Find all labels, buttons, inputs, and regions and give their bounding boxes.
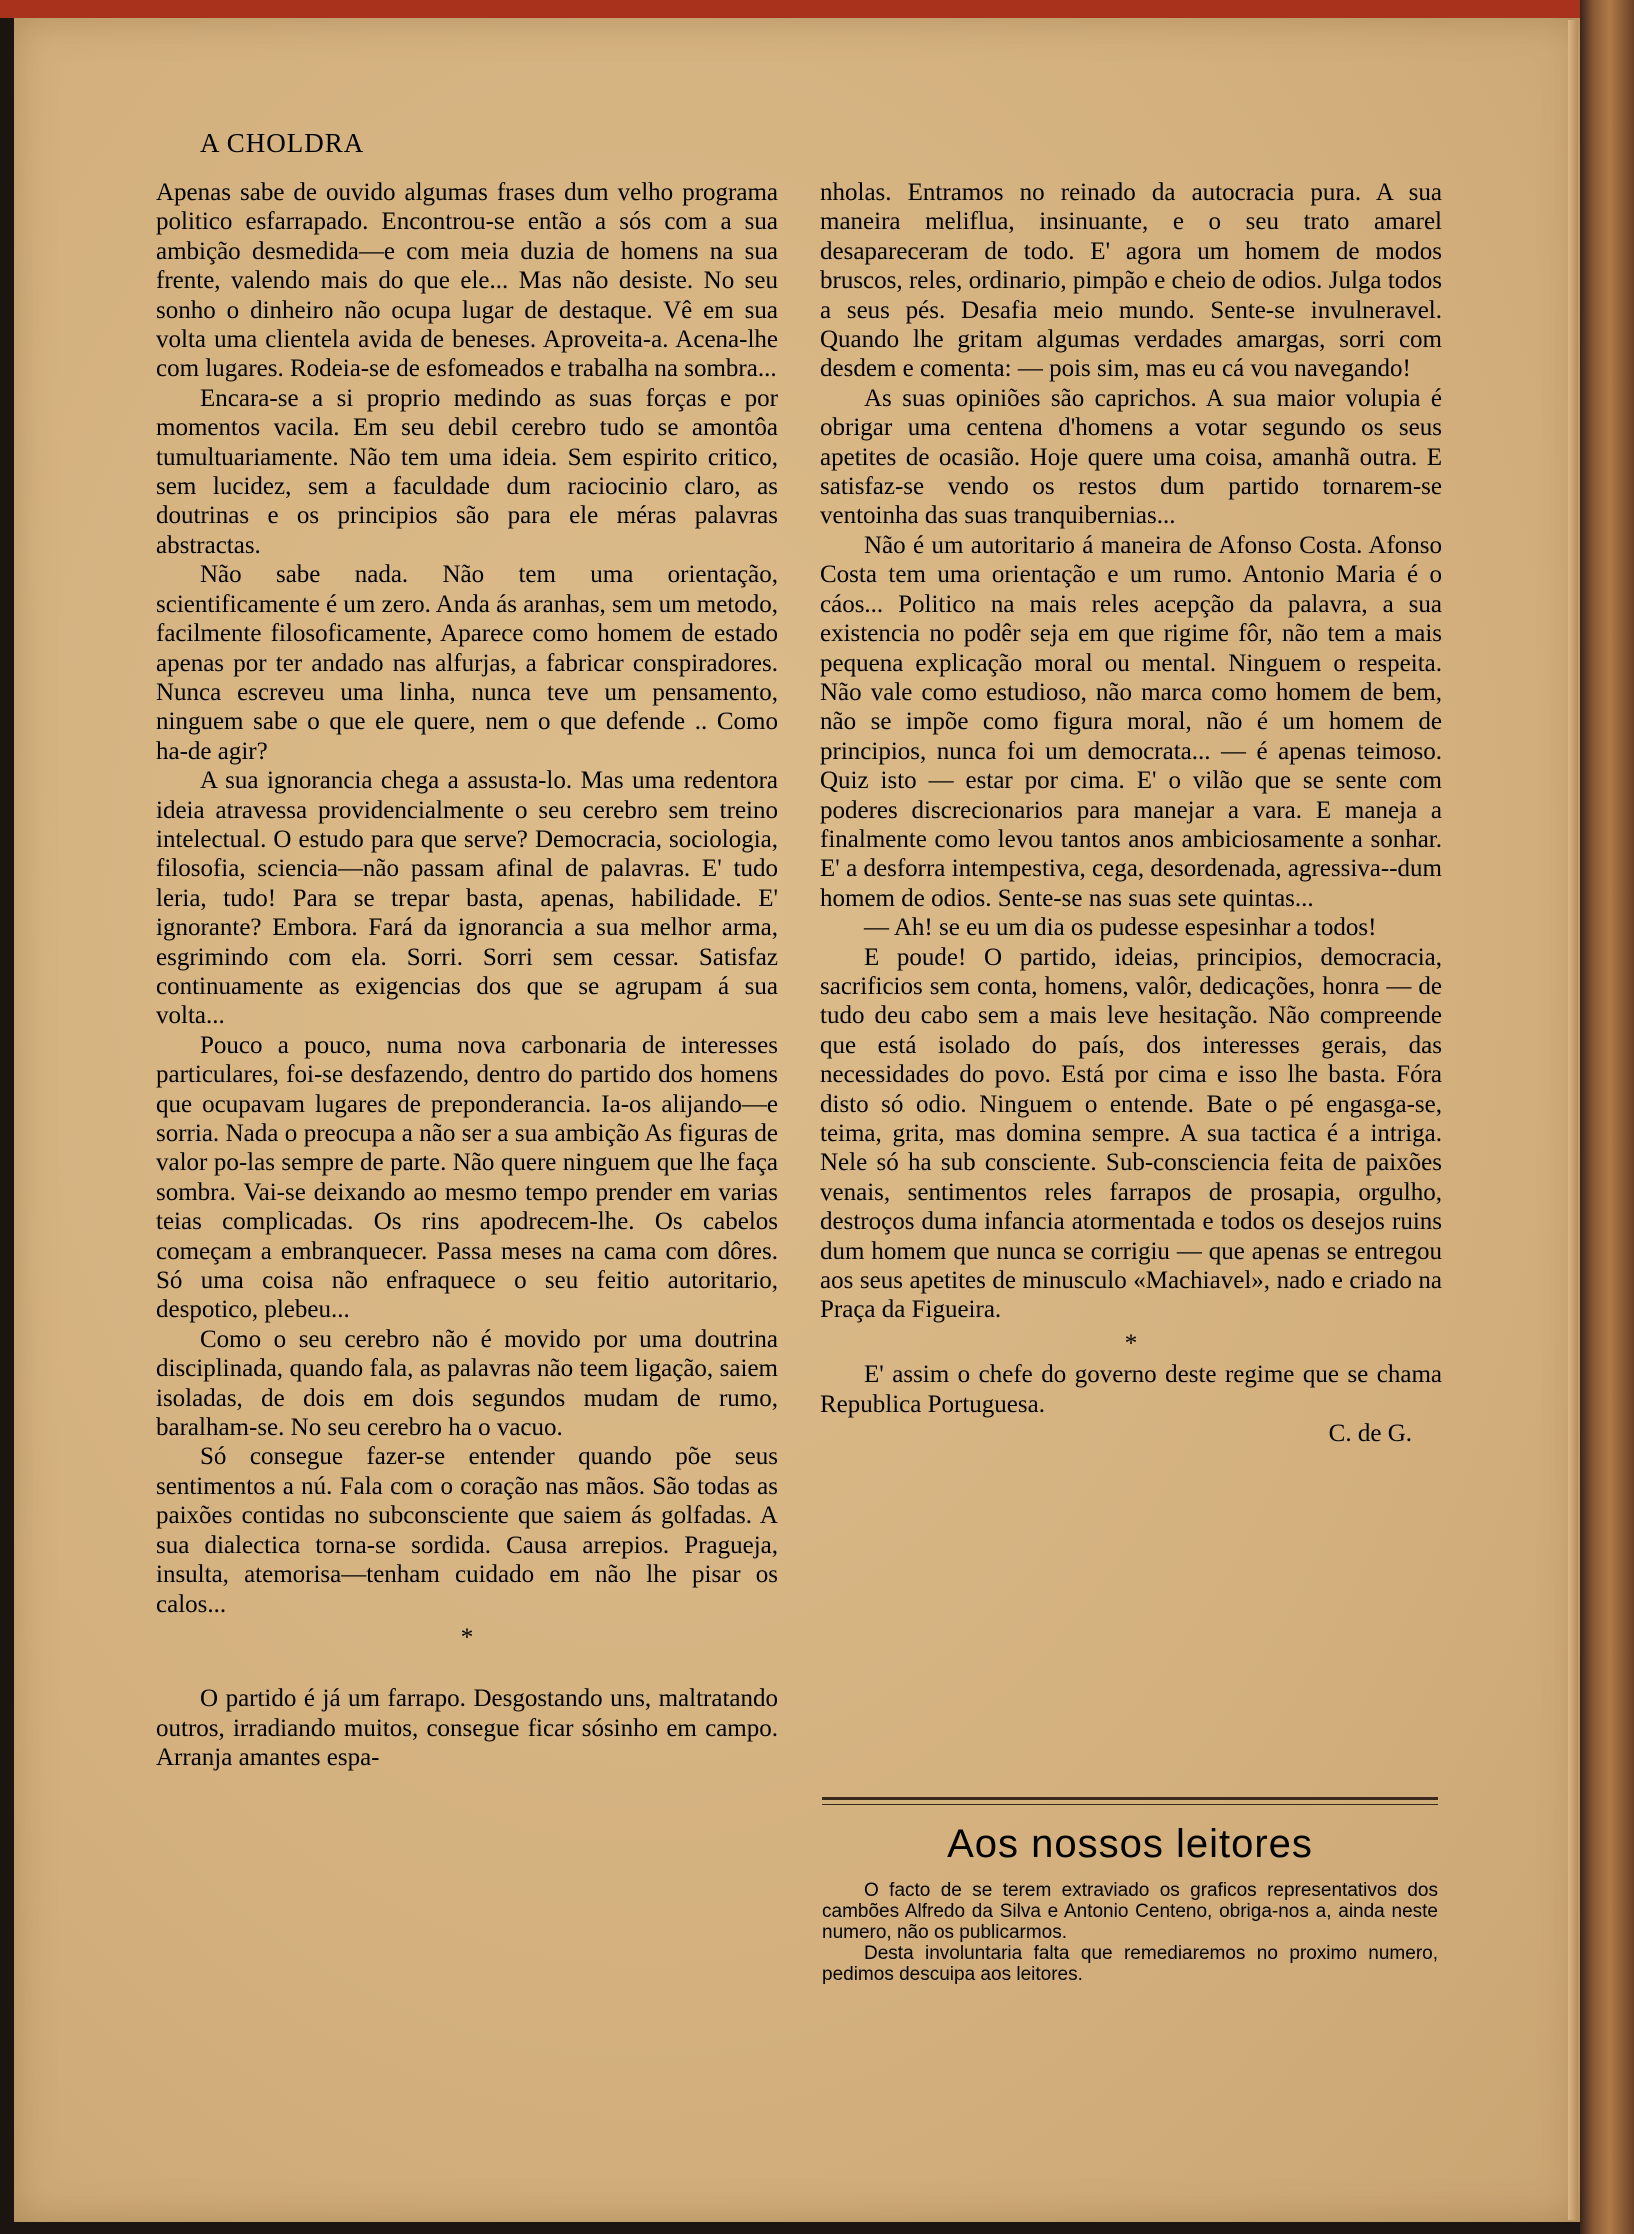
notice-title: Aos nossos leitores: [947, 1822, 1313, 1866]
book-spine: [1580, 0, 1634, 2234]
paragraph: Não é um autoritario á maneira de Afonso Costa. Afonso Costa tem uma orientação e um rumo. Antonio Maria é o cáos... Politico na mais reles acepção da palavra, a sua existencia no podêr seja em que rigime fôr, não tem a mais pequena explicação moral ou mental. Ninguem o respeita. Não vale como estudioso, não marca como homem de bem, não se impõe como figura moral, não é um homem de principios, nunca foi um democrata... — é apenas teimoso. Quiz isto — estar por cima. E' o vilão que se sente com poderes discrecionarios para manejar a vara. E maneja a finalmente como levou tantos anos ambiciosamente a sonhar. E' a desforra intempestiva, cega, desordenada, agressiva--dum homem de odios. Sente-se nas suas sete quintas...: [820, 531, 1442, 912]
right-column: [820, 178, 1442, 1448]
notice-paragraph: Desta involuntaria falta que remediaremos no proximo numero, pedimos descuipa aos leitores.: [822, 1943, 1438, 1985]
divider-rule: [822, 1797, 1438, 1800]
page-edge-top: [0, 0, 1580, 18]
paragraph: A sua ignorancia chega a assusta-lo. Mas uma redentora ideia atravessa providencialmente o seu cerebro sem treino intelectual. O estudo para que serve? Democracia, sociologia, filosofia, sciencia—não passam afinal de palavras. E' tudo leria, tudo! Para se trepar basta, apenas, habilidade. E' ignorante? Embora. Fará da ignorancia a sua melhor arma, esgrimindo com ela. Sorri. Sorri sem cessar. Satisfaz continuamente as exigencias dos que se agrupam á sua volta...: [156, 767, 778, 1030]
page-right-edge: [1568, 20, 1578, 2220]
paragraph: O partido é já um farrapo. Desgostando uns, maltratando outros, irradiando muitos, consegue ficar sósinho em campo. Arranja amantes espa-: [156, 1685, 778, 1772]
paragraph: Não sabe nada. Não tem uma orientação, scientificamente é um zero. Anda ás aranhas, sem um metodo, facilmente filosoficamente, Aparece como homem de estado apenas por ter andado nas alfurjas, a fabricar conspiradores. Nunca escreveu uma linha, nunca teve um pensamento, ninguem sabe o que ele quere, nem o que defende .. Como ha-de agir?: [156, 561, 779, 765]
signature: C. de G.: [1328, 1420, 1412, 1448]
page-header: A CHOLDRA: [200, 128, 365, 158]
paragraph: E poude! O partido, ideias, principios, democracia, sacrificios sem conta, homens, valôr, dedicações, honra — de tudo deu cabo sem a mais leve hesitação. Não compreende que está isolado do país, dos interesses gerais, das necessidades do povo. Está por cima e isso lhe basta. Fóra disto só odio. Ninguem o entende. Bate o pé engasga-se, teima, grita, mas domina sempre. A sua tactica é a intriga. Nele só ha sub consciente. Sub-consciencia feita de paixões venais, sentimentos reles farrapos de prosapia, orgulho, destroços duma infancia atormentada e todos os desejos ruins dum homem que nunca se corrigiu — que apenas se entregou aos seus apetites de minusculo «Machiavel», nado e criado na Praça da Figueira.: [820, 943, 1442, 1324]
paragraph: As suas opiniões são caprichos. A sua maior volupia é obrigar uma centena d'homens a votar segundo os seus apetites de ocasião. Hoje quere uma coisa, amanhã outra. E satisfaz-se vendo os restos dum partido tornarem-se ventoinha das suas tranquibernias...: [820, 384, 1442, 530]
paragraph: — Ah! se eu um dia os pudesse espesinhar a todos!: [864, 914, 1377, 942]
section-separator: *: [1124, 1329, 1138, 1357]
paragraph: Encara-se a si proprio medindo as suas forças e por momentos vacila. Em seu debil cerebro tudo se amontôa tumultuariamente. Não tem uma ideia. Sem espirito critico, sem lucidez, sem a faculdade dum raciocinio claro, as doutrinas e os principios são para ele méras palavras abstractas.: [156, 384, 778, 559]
paragraph: Pouco a pouco, numa nova carbonaria de interesses particulares, foi-se desfazendo, dentro do partido dos homens que ocupavam lugares de preponderancia. Ia-os alijando—e sorria. Nada o preocupa a não ser a sua ambição As figuras de valor po-las sempre de parte. Não quere ninguem que lhe faça sombra. Vai-se deixando ao mesmo tempo prender em varias teias complicadas. Os rins apodrecem-lhe. Os cabelos começam a embranquecer. Passa meses na cama com dôres. Só uma coisa não enfraquece o seu feitio autoritario, despotico, plebeu...: [156, 1031, 778, 1324]
paragraph: nholas. Entramos no reinado da autocracia pura. A sua maneira meliflua, insinuante, e o seu trato amarel desapareceram de todo. E' agora um homem de modos bruscos, reles, ordinario, pimpão e cheio de odios. Julga todos a seus pés. Desafia meio mundo. Sente-se invulneravel. Quando lhe gritam algumas verdades amargas, sorri com desdem e comenta: — pois sim, mas eu cá vou navegando!: [820, 179, 1442, 383]
paragraph: Como o seu cerebro não é movido por uma doutrina disciplinada, quando fala, as palavras não teem ligação, saiem isoladas, de dois em dois segundos mudam de rumo, baralham-se. No seu cerebro ha o vacuo.: [156, 1325, 778, 1442]
section-separator: *: [460, 1623, 474, 1651]
divider-rule-thin: [822, 1804, 1438, 1805]
notice-paragraph: O facto de se terem extraviado os graficos representativos dos cambões Alfredo da Silva e Antonio Centeno, obriga-nos a, ainda neste numero, não os publicarmos.: [822, 1880, 1438, 1943]
closing-paragraph: E' assim o chefe do governo deste regime que se chama Republica Portuguesa.: [820, 1361, 1442, 1418]
left-column: [156, 178, 778, 1773]
paragraph: Apenas sabe de ouvido algumas frases dum velho programa politico esfarrapado. Encontrou-se então a sós com a sua ambição desmedida—e com meia duzia de homens na sua frente, valendo mais do que ele... Mas não desiste. No seu sonho o dinheiro não ocupa lugar de destaque. Vê em sua volta uma clientela avida de beneses. Aproveita-a. Acena-lhe com lugares. Rodeia-se de esfomeados e trabalha na sombra...: [156, 179, 778, 383]
paragraph: Só consegue fazer-se entender quando põe seus sentimentos a nú. Fala com o coração nas mãos. São todas as paixões contidas no subconsciente que saiem ás golfadas. A sua dialectica torna-se sordida. Causa arrepios. Pragueja, insulta, atemorisa—tenham cuidado em não lhe pisar os calos...: [156, 1443, 778, 1618]
notice-body: [822, 1880, 1438, 1985]
